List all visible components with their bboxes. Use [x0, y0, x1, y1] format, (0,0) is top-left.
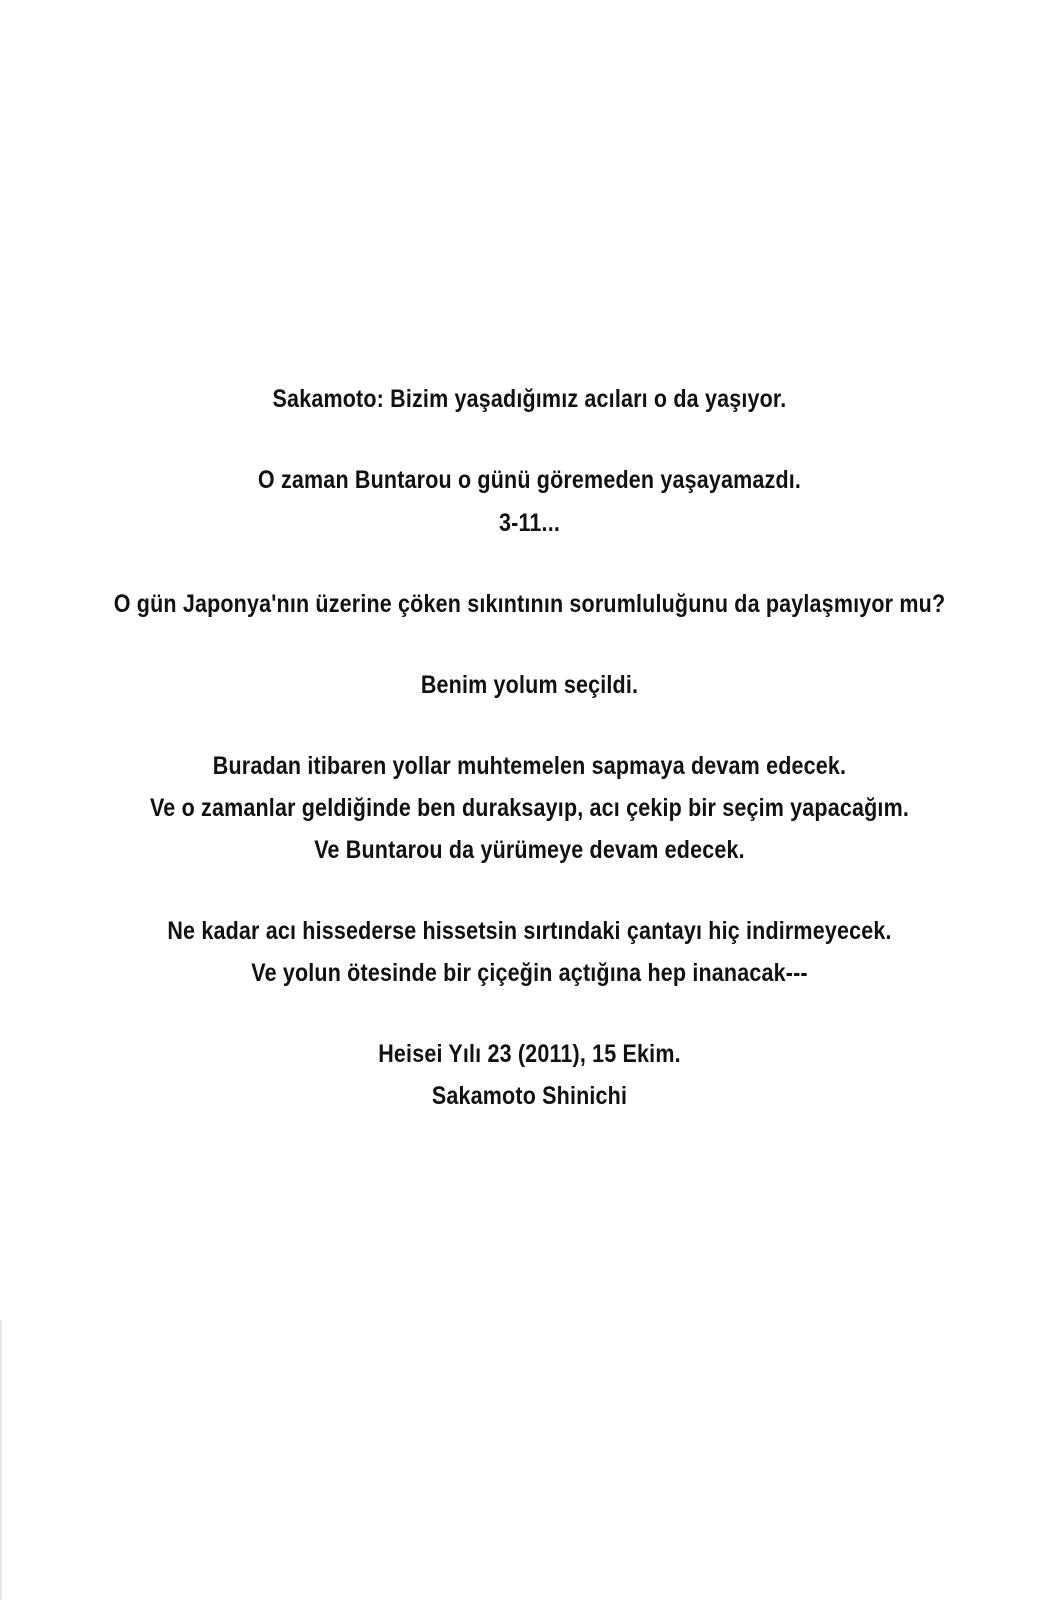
text-line: Sakamoto: Bizim yaşadığımız acıları o da yaşıyor. — [272, 385, 787, 413]
text-line: Benim yolum seçildi. — [420, 671, 639, 699]
text-line: 3-11... — [499, 509, 560, 537]
page-edge-divider — [0, 1320, 2, 1600]
text-line: O zaman Buntarou o günü göremeden yaşayamazdı. — [257, 466, 802, 494]
text-line: Ve Buntarou da yürümeye devam edecek. — [314, 836, 745, 864]
text-line: O gün Japonya'nın üzerine çöken sıkıntının sorumluluğunu da paylaşmıyor mu? — [113, 590, 946, 618]
text-line: Ve o zamanlar geldiğinde ben duraksayıp, acı çekip bir seçim yapacağım. — [149, 794, 910, 822]
text-line: Heisei Yılı 23 (2011), 15 Ekim. — [378, 1040, 681, 1068]
text-line: Ne kadar acı hissederse hissetsin sırtındaki çantayı hiç indirmeyecek. — [167, 917, 892, 945]
signature-line: Sakamoto Shinichi — [431, 1082, 628, 1110]
text-line: Ve yolun ötesinde bir çiçeğin açtığına hep inanacak--- — [251, 959, 808, 987]
text-line: Buradan itibaren yollar muhtemelen sapmaya devam edecek. — [212, 752, 847, 780]
